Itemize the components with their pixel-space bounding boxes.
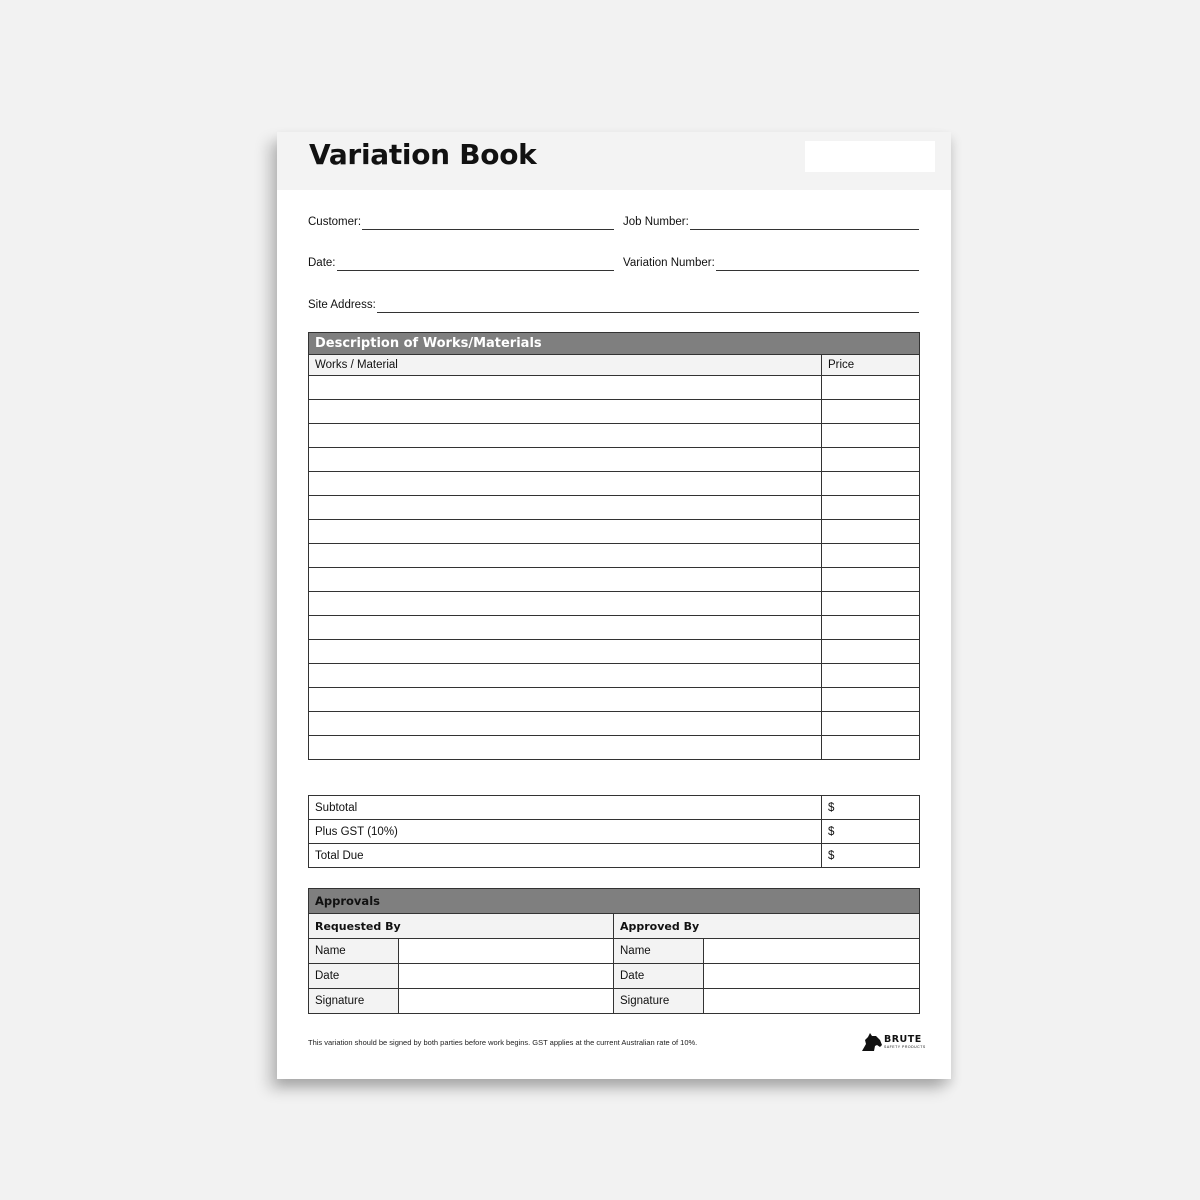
site-address-label: Site Address: xyxy=(308,299,376,311)
site-address-line[interactable] xyxy=(377,298,919,313)
works-cell[interactable] xyxy=(309,736,822,760)
requested-signature-label: Signature xyxy=(309,989,399,1014)
job-number-label: Job Number: xyxy=(623,216,689,228)
approvals-section-header xyxy=(309,889,920,914)
requested-date-label: Date xyxy=(309,964,399,989)
subtotal-label: Subtotal xyxy=(309,796,822,820)
logo-name: BRUTE xyxy=(884,1034,922,1045)
works-row xyxy=(309,712,920,736)
price-cell[interactable] xyxy=(822,496,920,520)
approved-name-cell[interactable] xyxy=(704,939,920,964)
approvals-subheader xyxy=(309,914,920,939)
horse-head-icon xyxy=(861,1032,883,1052)
approvals-row-date xyxy=(309,964,920,989)
works-column-header xyxy=(309,355,920,376)
works-row xyxy=(309,472,920,496)
price-cell[interactable] xyxy=(822,448,920,472)
variation-number-line[interactable] xyxy=(716,256,919,271)
approved-by-heading: Approved By xyxy=(614,914,920,939)
works-col-label: Works / Material xyxy=(309,355,822,376)
approvals-table xyxy=(308,888,920,1014)
works-row xyxy=(309,400,920,424)
approved-name-label: Name xyxy=(614,939,704,964)
price-cell[interactable] xyxy=(822,400,920,424)
works-cell[interactable] xyxy=(309,688,822,712)
requested-signature-cell[interactable] xyxy=(399,989,614,1014)
works-cell[interactable] xyxy=(309,520,822,544)
total-due-row xyxy=(309,844,920,868)
price-cell[interactable] xyxy=(822,472,920,496)
price-cell[interactable] xyxy=(822,424,920,448)
approved-date-cell[interactable] xyxy=(704,964,920,989)
customer-label: Customer: xyxy=(308,216,362,228)
price-cell[interactable] xyxy=(822,376,920,400)
header-number-box[interactable] xyxy=(805,141,935,172)
subtotal-row xyxy=(309,796,920,820)
requested-date-cell[interactable] xyxy=(399,964,614,989)
customer-field[interactable] xyxy=(308,210,614,230)
works-cell[interactable] xyxy=(309,616,822,640)
site-address-field[interactable] xyxy=(308,293,919,313)
works-rows xyxy=(309,376,920,760)
works-cell[interactable] xyxy=(309,400,822,424)
works-cell[interactable] xyxy=(309,448,822,472)
gst-value-cell[interactable]: $ xyxy=(822,820,920,844)
requested-name-label: Name xyxy=(309,939,399,964)
brute-logo xyxy=(861,1032,926,1052)
works-cell[interactable] xyxy=(309,472,822,496)
works-row xyxy=(309,736,920,760)
approved-signature-cell[interactable] xyxy=(704,989,920,1014)
footer-note: This variation should be signed by both parties before work begins. GST applies at the current Australian rate of 10%. xyxy=(308,1038,698,1047)
works-cell[interactable] xyxy=(309,664,822,688)
date-line[interactable] xyxy=(337,256,615,271)
customer-line[interactable] xyxy=(362,215,614,230)
date-field[interactable] xyxy=(308,251,614,271)
price-cell[interactable] xyxy=(822,712,920,736)
subtotal-value-cell[interactable]: $ xyxy=(822,796,920,820)
logo-wordmark xyxy=(884,1035,926,1049)
price-cell[interactable] xyxy=(822,616,920,640)
job-number-field[interactable] xyxy=(623,210,919,230)
approvals-row-name xyxy=(309,939,920,964)
works-cell[interactable] xyxy=(309,424,822,448)
approvals-section-title: Approvals xyxy=(309,889,920,914)
date-label: Date: xyxy=(308,257,336,269)
works-table xyxy=(308,332,920,760)
works-cell[interactable] xyxy=(309,496,822,520)
gst-label: Plus GST (10%) xyxy=(309,820,822,844)
job-number-line[interactable] xyxy=(690,215,919,230)
works-cell[interactable] xyxy=(309,568,822,592)
total-due-label: Total Due xyxy=(309,844,822,868)
totals-table xyxy=(308,795,920,868)
works-cell[interactable] xyxy=(309,592,822,616)
works-section-header xyxy=(309,333,920,355)
gst-row xyxy=(309,820,920,844)
variation-number-field[interactable] xyxy=(623,251,919,271)
works-cell[interactable] xyxy=(309,544,822,568)
approved-signature-label: Signature xyxy=(614,989,704,1014)
price-cell[interactable] xyxy=(822,736,920,760)
logo-tagline: SAFETY PRODUCTS xyxy=(884,1044,926,1049)
price-cell[interactable] xyxy=(822,688,920,712)
works-row xyxy=(309,688,920,712)
approved-date-label: Date xyxy=(614,964,704,989)
works-row xyxy=(309,376,920,400)
approvals-row-signature xyxy=(309,989,920,1014)
works-row xyxy=(309,664,920,688)
price-cell[interactable] xyxy=(822,520,920,544)
works-row xyxy=(309,496,920,520)
works-row xyxy=(309,592,920,616)
works-row xyxy=(309,448,920,472)
requested-name-cell[interactable] xyxy=(399,939,614,964)
price-cell[interactable] xyxy=(822,544,920,568)
works-row xyxy=(309,640,920,664)
page-title: Variation Book xyxy=(309,138,537,171)
works-row xyxy=(309,544,920,568)
requested-by-heading: Requested By xyxy=(309,914,614,939)
works-row xyxy=(309,568,920,592)
works-row xyxy=(309,424,920,448)
price-cell[interactable] xyxy=(822,664,920,688)
works-cell[interactable] xyxy=(309,376,822,400)
price-col-label: Price xyxy=(822,355,920,376)
variation-number-label: Variation Number: xyxy=(623,257,715,269)
works-row xyxy=(309,616,920,640)
works-section-title: Description of Works/Materials xyxy=(309,333,920,355)
price-cell[interactable] xyxy=(822,640,920,664)
works-cell[interactable] xyxy=(309,712,822,736)
price-cell[interactable] xyxy=(822,568,920,592)
works-row xyxy=(309,520,920,544)
works-cell[interactable] xyxy=(309,640,822,664)
variation-book-sheet xyxy=(277,132,951,1079)
total-due-value-cell[interactable]: $ xyxy=(822,844,920,868)
price-cell[interactable] xyxy=(822,592,920,616)
